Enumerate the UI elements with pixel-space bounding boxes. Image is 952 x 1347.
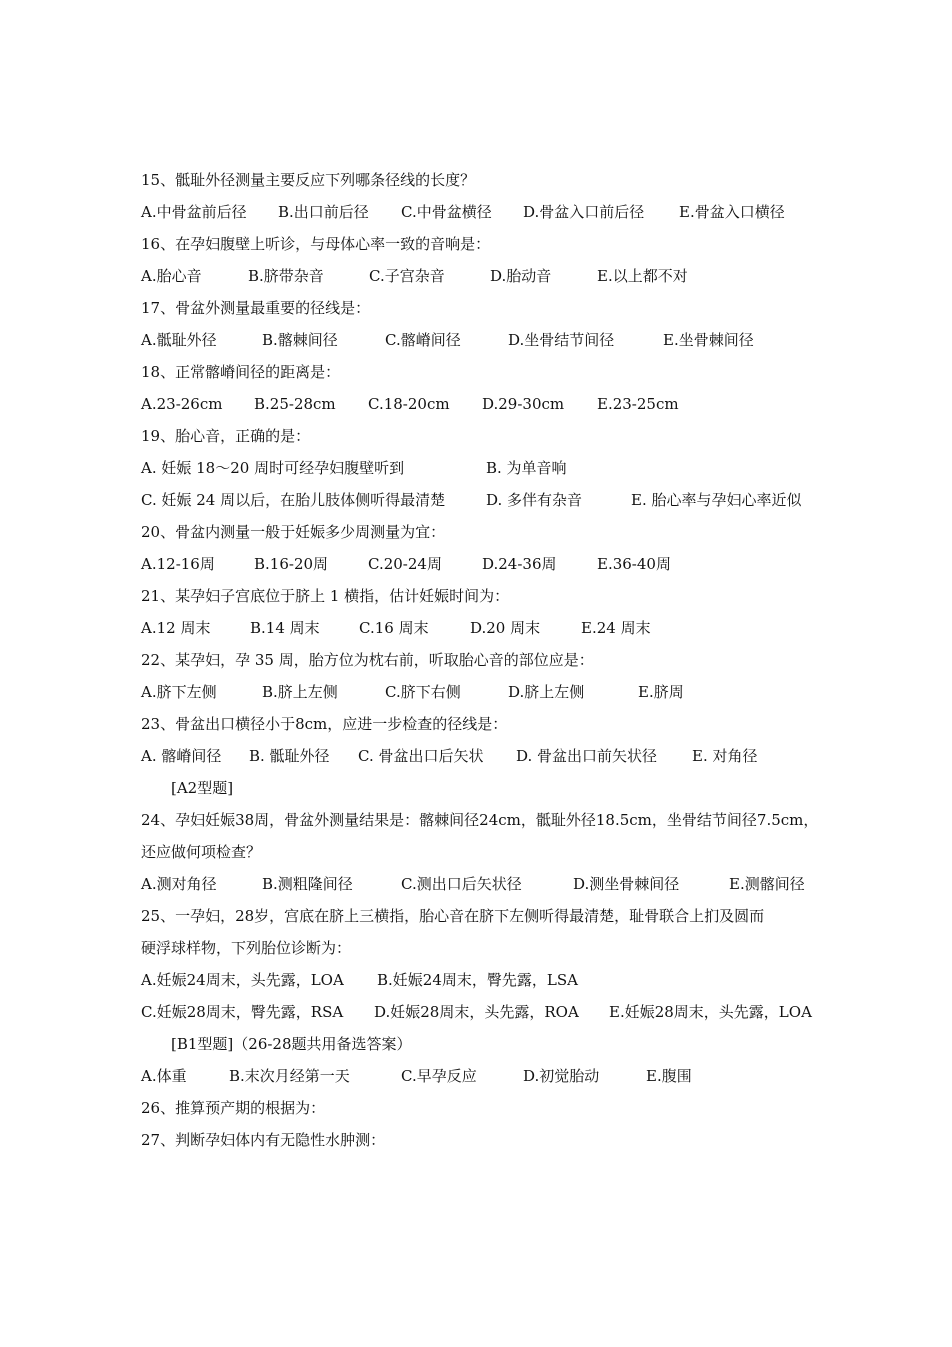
- option-d: D.胎动音: [490, 267, 552, 285]
- question-25-line1: 25、一孕妇，28岁，宫底在脐上三横指，胎心音在脐下左侧听得最清楚，耻骨联合上扪及圆而: [141, 907, 765, 925]
- option-b: B.脐带杂音: [248, 267, 324, 285]
- question-24-line1: 24、孕妇妊娠38周，骨盆外测量结果是：髂棘间径24cm，骶耻外径18.5cm，坐骨结节间径7.5cm，: [141, 811, 819, 829]
- option-e: E.坐骨棘间径: [663, 331, 754, 349]
- option-c: C.18-20cm: [368, 395, 450, 413]
- option-c: C.16 周末: [359, 619, 429, 637]
- question-25-line2: 硬浮球样物，下列胎位诊断为：: [141, 939, 352, 957]
- question-27: 27、判断孕妇体内有无隐性水肿测：: [141, 1131, 386, 1149]
- option-a: A.12-16周: [141, 555, 215, 573]
- question-16: 16、在孕妇腹壁上听诊，与母体心率一致的音响是：: [141, 235, 491, 253]
- option-c: C.髂嵴间径: [385, 331, 461, 349]
- option-e: E.妊娠28周末，头先露，LOA: [609, 1003, 812, 1021]
- option-d: D.妊娠28周末，头先露，ROA: [374, 1003, 579, 1021]
- option-d: D.初觉胎动: [523, 1067, 600, 1085]
- option-b: B.25-28cm: [254, 395, 336, 413]
- option-c: C.测出口后矢状径: [401, 875, 522, 893]
- option-d: D.24-36周: [482, 555, 557, 573]
- option-a: A.妊娠24周末，头先露，LOA: [141, 971, 344, 989]
- option-d: D.29-30cm: [482, 395, 565, 413]
- question-26: 26、推算预产期的根据为：: [141, 1099, 326, 1117]
- option-b: B.测粗隆间径: [262, 875, 353, 893]
- option-d: D.测坐骨棘间径: [573, 875, 680, 893]
- section-heading-b1: [B1型题]（26-28题共用备选答案）: [171, 1035, 412, 1053]
- question-21: 21、某孕妇子宫底位于脐上 1 横指，估计妊娠时间为：: [141, 587, 510, 605]
- option-b: B.髂棘间径: [262, 331, 338, 349]
- option-b: B.妊娠24周末，臀先露，LSA: [377, 971, 578, 989]
- option-c: C.妊娠28周末，臀先露，RSA: [141, 1003, 344, 1021]
- option-d: D.坐骨结节间径: [508, 331, 615, 349]
- option-b: B. 骶耻外径: [249, 747, 330, 765]
- option-a: A.中骨盆前后径: [141, 203, 247, 221]
- option-a: A.体重: [141, 1067, 187, 1085]
- option-d: D.脐上左侧: [508, 683, 585, 701]
- question-23: 23、骨盆出口横径小于8cm，应进一步检查的径线是：: [141, 715, 508, 733]
- option-c: C.子宫杂音: [369, 267, 445, 285]
- question-20: 20、骨盆内测量一般于妊娠多少周测量为宜：: [141, 523, 446, 541]
- option-c: C. 妊娠 24 周以后，在胎儿肢体侧听得最清楚: [141, 491, 446, 509]
- option-e: E.脐周: [638, 683, 684, 701]
- option-d: D.骨盆入口前后径: [523, 203, 645, 221]
- option-a: A.胎心音: [141, 267, 202, 285]
- option-b: B.出口前后径: [278, 203, 369, 221]
- option-e: E.测髂间径: [729, 875, 805, 893]
- option-a: A.23-26cm: [141, 395, 223, 413]
- question-19: 19、胎心音，正确的是：: [141, 427, 311, 445]
- option-b: B.14 周末: [250, 619, 320, 637]
- option-c: C. 骨盆出口后矢状: [358, 747, 484, 765]
- option-b: B.脐上左侧: [262, 683, 338, 701]
- section-heading-a2: [A2型题]: [171, 779, 234, 797]
- option-e: E.以上都不对: [597, 267, 688, 285]
- option-e: E.骨盆入口横径: [679, 203, 785, 221]
- option-a: A.骶耻外径: [141, 331, 217, 349]
- option-b: B. 为单音响: [486, 459, 567, 477]
- question-15: 15、骶耻外径测量主要反应下列哪条径线的长度？: [141, 171, 476, 189]
- option-d: D. 骨盆出口前矢状径: [516, 747, 658, 765]
- question-24-line2: 还应做何项检查？: [141, 843, 262, 861]
- option-e: E.36-40周: [597, 555, 671, 573]
- option-e: E.23-25cm: [597, 395, 679, 413]
- option-a: A. 妊娠 18～20 周时可经孕妇腹壁听到: [141, 459, 405, 477]
- option-c: C.20-24周: [368, 555, 442, 573]
- option-e: E. 对角径: [692, 747, 758, 765]
- question-18: 18、正常髂嵴间径的距离是：: [141, 363, 341, 381]
- option-a: A.测对角径: [141, 875, 217, 893]
- option-e: E.腹围: [646, 1067, 692, 1085]
- option-a: A.脐下左侧: [141, 683, 217, 701]
- option-c: C.中骨盆横径: [401, 203, 492, 221]
- option-e: E. 胎心率与孕妇心率近似: [631, 491, 802, 509]
- option-b: B.末次月经第一天: [229, 1067, 350, 1085]
- question-17: 17、骨盆外测量最重要的径线是：: [141, 299, 371, 317]
- option-a: A. 髂嵴间径: [141, 747, 222, 765]
- question-22: 22、某孕妇，孕 35 周，胎方位为枕右前，听取胎心音的部位应是：: [141, 651, 594, 669]
- option-a: A.12 周末: [141, 619, 211, 637]
- option-e: E.24 周末: [581, 619, 651, 637]
- option-c: C.脐下右侧: [385, 683, 461, 701]
- option-b: B.16-20周: [254, 555, 329, 573]
- option-d: D. 多伴有杂音: [486, 491, 583, 509]
- option-c: C.早孕反应: [401, 1067, 477, 1085]
- option-d: D.20 周末: [470, 619, 541, 637]
